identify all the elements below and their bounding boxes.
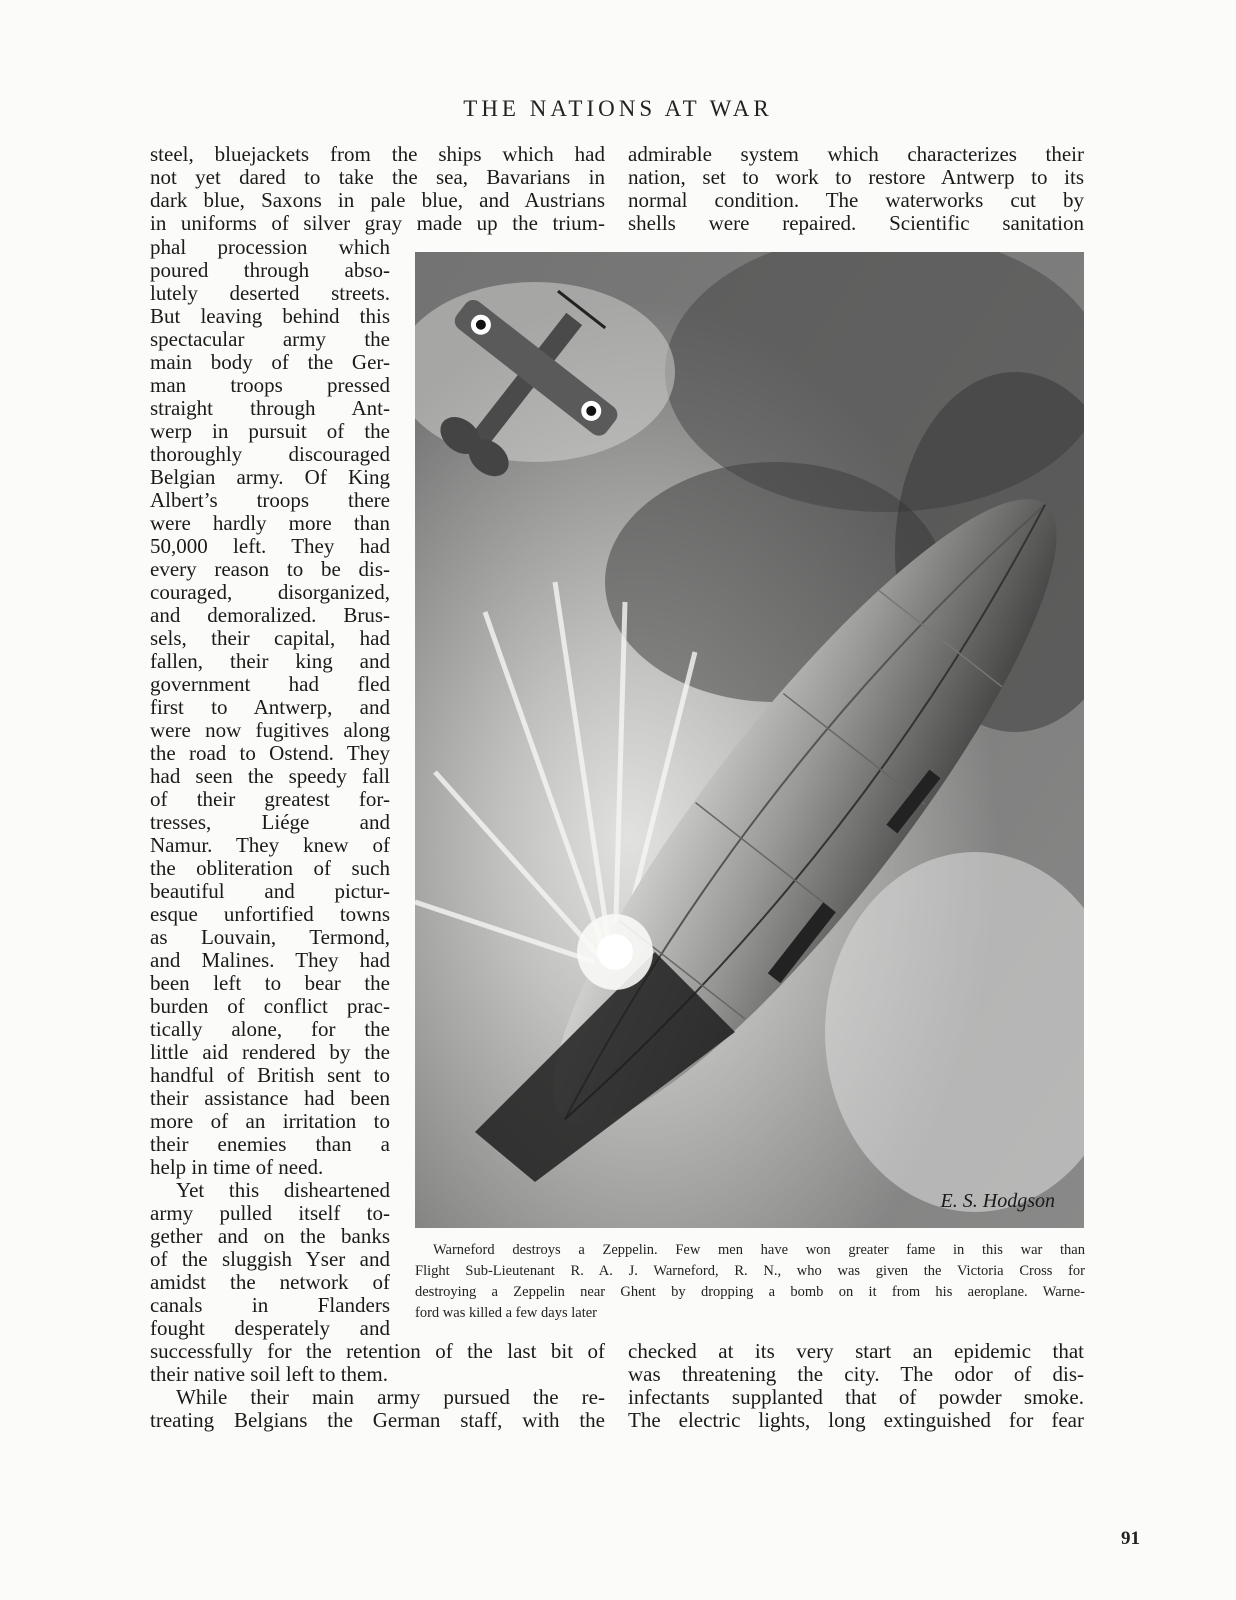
text-line: handful of British sent to bbox=[150, 1064, 390, 1087]
text-line: amidst the network of bbox=[150, 1271, 390, 1294]
text-line: shells were repaired. Scientific sanitation bbox=[628, 212, 1084, 235]
text-line: straight through Ant- bbox=[150, 397, 390, 420]
text-line: and Malines. They had bbox=[150, 949, 390, 972]
text-line: more of an irritation to bbox=[150, 1110, 390, 1133]
text-line: of their greatest for- bbox=[150, 788, 390, 811]
text-line: main body of the Ger- bbox=[150, 351, 390, 374]
text-line: spectacular army the bbox=[150, 328, 390, 351]
text-line: first to Antwerp, and bbox=[150, 696, 390, 719]
text-line: gether and on the banks bbox=[150, 1225, 390, 1248]
text-line: burden of conflict prac- bbox=[150, 995, 390, 1018]
text-line: Namur. They knew of bbox=[150, 834, 390, 857]
text-line: man troops pressed bbox=[150, 374, 390, 397]
text-line: the obliteration of such bbox=[150, 857, 390, 880]
running-head: THE NATIONS AT WAR bbox=[463, 96, 773, 121]
text-line: While their main army pursued the re- bbox=[176, 1386, 605, 1409]
text-line: steel, bluejackets from the ships which had bbox=[150, 143, 605, 166]
text-line: But leaving behind this bbox=[150, 305, 390, 328]
text-line: werp in pursuit of the bbox=[150, 420, 390, 443]
text-line: Belgian army. Of King bbox=[150, 466, 390, 489]
text-line: been left to bear the bbox=[150, 972, 390, 995]
page-number: 91 bbox=[1121, 1528, 1140, 1549]
text-line: Albert’s troops there bbox=[150, 489, 390, 512]
artist-signature: E. S. Hodgson bbox=[940, 1190, 1055, 1212]
text-line: tically alone, for the bbox=[150, 1018, 390, 1041]
text-line: beautiful and pictur- bbox=[150, 880, 390, 903]
text-line: canals in Flanders bbox=[150, 1294, 390, 1317]
text-line: had seen the speedy fall bbox=[150, 765, 390, 788]
zeppelin-illustration bbox=[415, 252, 1084, 1228]
text-line: phal procession which bbox=[150, 236, 390, 259]
text-line: not yet dared to take the sea, Bavarians in bbox=[150, 166, 605, 189]
text-line: treating Belgians the German staff, with the bbox=[150, 1409, 605, 1432]
text-line: was threatening the city. The odor of dis- bbox=[628, 1363, 1084, 1386]
text-line: help in time of need. bbox=[150, 1156, 324, 1179]
text-line: lutely deserted streets. bbox=[150, 282, 390, 305]
text-line: successfully for the retention of the last bit of bbox=[150, 1340, 605, 1363]
text-line: and demoralized. Brus- bbox=[150, 604, 390, 627]
text-line: 50,000 left. They had bbox=[150, 535, 390, 558]
text-line: fought desperately and bbox=[150, 1317, 390, 1340]
text-line: the road to Ostend. They bbox=[150, 742, 390, 765]
text-line: government had fled bbox=[150, 673, 390, 696]
text-line: fallen, their king and bbox=[150, 650, 390, 673]
text-line: The electric lights, long extinguished for fear bbox=[628, 1409, 1084, 1432]
text-line: army pulled itself to- bbox=[150, 1202, 390, 1225]
text-line: sels, their capital, had bbox=[150, 627, 390, 650]
text-line: poured through abso- bbox=[150, 259, 390, 282]
text-line: every reason to be dis- bbox=[150, 558, 390, 581]
text-line: of the sluggish Yser and bbox=[150, 1248, 390, 1271]
text-line: little aid rendered by the bbox=[150, 1041, 390, 1064]
text-line: normal condition. The waterworks cut by bbox=[628, 189, 1084, 212]
text-line: their native soil left to them. bbox=[150, 1363, 388, 1386]
text-line: Yet this disheartened bbox=[176, 1179, 390, 1202]
text-line: checked at its very start an epidemic that bbox=[628, 1340, 1084, 1363]
text-line: were now fugitives along bbox=[150, 719, 390, 742]
caption-line: Flight Sub-Lieutenant R. A. J. Warneford, R. N., who was given the Victoria Cross for bbox=[415, 1263, 1085, 1279]
text-line: as Louvain, Termond, bbox=[150, 926, 390, 949]
text-line: infectants supplanted that of powder smoke. bbox=[628, 1386, 1084, 1409]
text-line: admirable system which characterizes their bbox=[628, 143, 1084, 166]
illustration-drawing bbox=[415, 252, 1084, 1228]
text-line: their enemies than a bbox=[150, 1133, 390, 1156]
text-line: esque unfortified towns bbox=[150, 903, 390, 926]
caption-line: destroying a Zeppelin near Ghent by dropping a bomb on it from his aeroplane. Warne- bbox=[415, 1284, 1085, 1300]
caption-line: Warneford destroys a Zeppelin. Few men have won greater fame in this war than bbox=[433, 1242, 1085, 1258]
illustration-caption bbox=[415, 1240, 1085, 1324]
caption-line: ford was killed a few days later bbox=[415, 1305, 597, 1321]
text-line: couraged, disorganized, bbox=[150, 581, 390, 604]
text-line: tresses, Liége and bbox=[150, 811, 390, 834]
text-line: in uniforms of silver gray made up the trium- bbox=[150, 212, 605, 235]
text-line: dark blue, Saxons in pale blue, and Austrians bbox=[150, 189, 605, 212]
text-line: their assistance had been bbox=[150, 1087, 390, 1110]
text-line: were hardly more than bbox=[150, 512, 390, 535]
text-line: thoroughly discouraged bbox=[150, 443, 390, 466]
text-line: nation, set to work to restore Antwerp to its bbox=[628, 166, 1084, 189]
